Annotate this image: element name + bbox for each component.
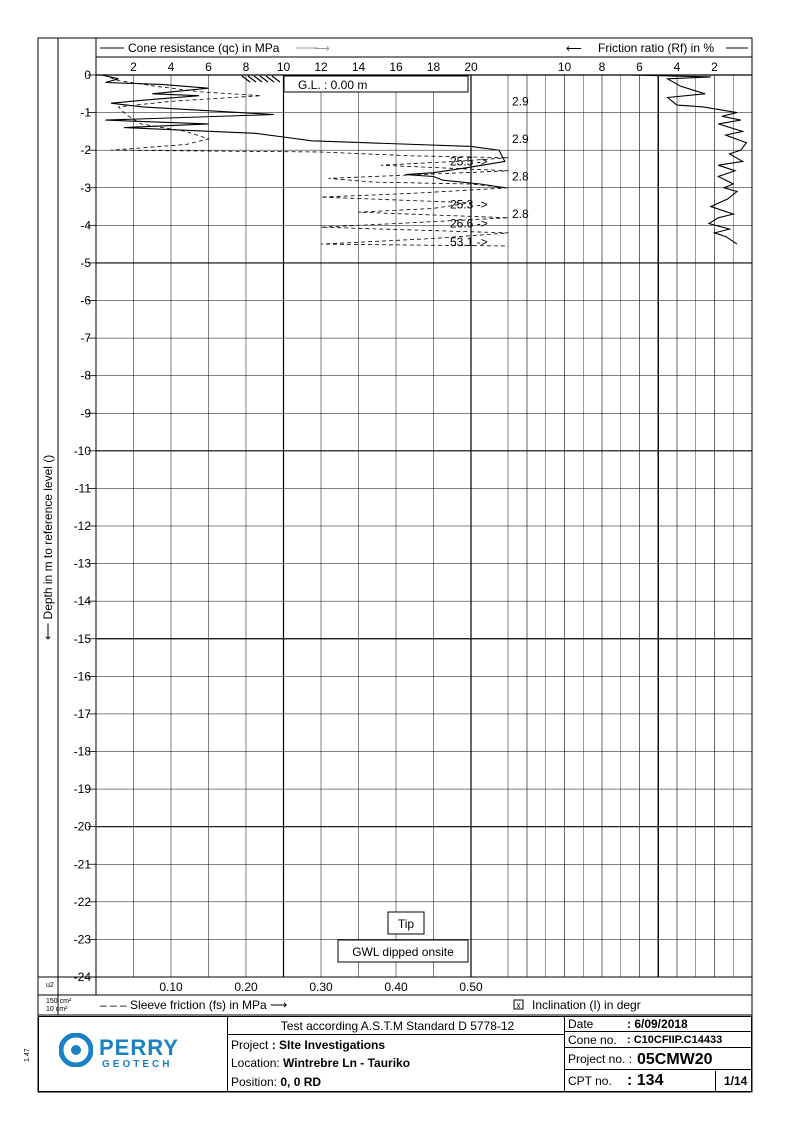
overflow-label: 26.6 -> [450,216,488,231]
fs-tick-label: 0.20 [234,980,258,994]
rf-tick-label: 8 [598,60,606,74]
rf-arrow-icon: ⟵ [566,43,582,55]
qc-arrow-icon: ⟶ [314,43,330,55]
depth-tick-label: -5 [80,255,91,270]
depth-tick-label: -7 [80,331,91,346]
logo-sub: GEOTECH [102,1059,173,1070]
Rf-series-line [630,75,746,244]
depth-tick-label: -4 [80,218,91,233]
overflow-label: 25.3 -> [450,197,488,212]
depth-tick-label: -18 [73,744,91,759]
qc-tick-label: 16 [389,60,403,74]
depth-tick-label: -17 [73,706,91,721]
depth-axis-label: ⟵ Depth in m to reference level () [41,454,55,640]
date-row [565,1017,751,1032]
data-series [102,75,747,246]
project-no-label: Project no. : [568,1052,633,1066]
depth-tick-label: -20 [73,819,91,834]
legend-u2: u2 [46,982,54,989]
project-value: : SIte Investigations [271,1038,386,1052]
qc-tick-label: 12 [314,60,328,74]
rf-tick-label: 4 [673,60,681,74]
logo-name: PERRY [99,1035,179,1060]
depth-tick-label: -14 [73,594,91,609]
project-no-row [565,1049,751,1070]
rf-value-label: 2.9 [512,94,529,109]
overflow-label: 25.5 -> [450,154,488,169]
depth-tick-label: -10 [73,443,91,458]
project-no-value: 05CMW20 [637,1051,713,1068]
rf-tick-label: 2 [711,60,718,74]
perry-logo-icon [59,1033,93,1067]
gwl-label: GWL dipped onsite [352,945,454,959]
qc-tick-label: 2 [130,60,137,74]
location-value: Wintrebre Ln - Tauriko [283,1056,411,1070]
legend-area-1: 150 cm² [46,998,72,1005]
depth-tick-label: -3 [80,180,91,195]
rf-tick-label: 10 [557,60,572,74]
fs-tick-label: 0.40 [384,980,408,994]
depth-tick-label: -21 [73,857,91,872]
position-label: Position: [231,1075,278,1089]
tick-labels [41,41,748,1015]
depth-tick-label: -19 [73,782,91,797]
chart-grid [88,75,752,977]
fs-tick-label: 0.50 [459,980,483,994]
qc-tick-label: 6 [205,60,212,74]
depth-tick-label: 0 [84,68,91,82]
depth-tick-label: -22 [73,894,91,909]
inclination-label: Inclination (I) in degr [532,998,641,1012]
project-cell [228,1017,565,1091]
qc-tick-label: 4 [167,60,175,74]
legend-area-2: 10 cm² [46,1006,68,1013]
qc-axis-label: Cone resistance (qc) in MPa [128,41,280,55]
depth-tick-label: -1 [80,105,91,120]
position-value: 0, 0 RD [280,1075,322,1089]
qc-tick-label: 8 [242,60,250,74]
overflow-label: 53.1 -> [450,235,488,250]
fs-tick-label: 0.10 [159,980,183,994]
gl-label: G.L. : 0.00 m [298,78,368,92]
side-tag: 1.47 [24,1048,31,1062]
rf-value-label: 2.9 [512,131,529,146]
depth-tick-label: -6 [80,293,91,308]
cone-label: Cone no. [568,1033,617,1047]
location-label: Location: [231,1056,280,1070]
depth-tick-label: -16 [73,669,91,684]
depth-tick-label: -13 [73,556,91,571]
qc-tick-label: 18 [426,60,441,74]
depth-tick-label: -15 [73,631,91,646]
fs-series-line [104,75,509,246]
info-cell [565,1017,751,1091]
rf-value-label: 2.8 [512,169,529,184]
standard-text: Test according A.S.T.M Standard D 5778-12 [228,1017,564,1035]
project-row [228,1036,564,1054]
depth-tick-label: -2 [80,143,91,158]
tip-label: Tip [397,917,415,931]
cone-value: : C10CFIIP.C14433 [627,1034,723,1046]
cone-row [565,1033,751,1048]
fs-tick-label: 0.30 [309,980,333,994]
depth-tick-label: -11 [74,481,91,496]
rf-value-label: 2.8 [512,207,529,222]
cpt-label: CPT no. [568,1074,612,1088]
cpt-value: : 134 [627,1072,664,1089]
inclination-box-mark: x [516,1001,521,1010]
title-block [38,1016,752,1092]
date-value: : 6/09/2018 [627,1017,688,1031]
logo-cell [39,1017,228,1091]
project-label: Project [231,1038,269,1052]
qc-tick-label: 20 [464,60,478,74]
depth-tick-label: -24 [73,970,91,984]
fs-axis-label: – – – Sleeve friction (fs) in MPa ⟶ [100,998,288,1012]
depth-tick-label: -8 [80,368,91,383]
qc-tick-label: 10 [276,60,291,74]
page-number: 1/14 [715,1071,747,1091]
depth-tick-label: -23 [73,932,91,947]
qc-tick-label: 14 [351,60,366,74]
cpt-row [565,1071,751,1091]
date-label: Date [568,1017,594,1031]
depth-tick-label: -12 [73,519,91,533]
position-row [228,1073,564,1091]
location-row [228,1054,564,1072]
annotations [242,76,529,962]
rf-tick-label: 6 [636,60,643,74]
rf-axis-label: Friction ratio (Rf) in % [598,41,715,55]
depth-tick-label: -9 [80,406,91,421]
